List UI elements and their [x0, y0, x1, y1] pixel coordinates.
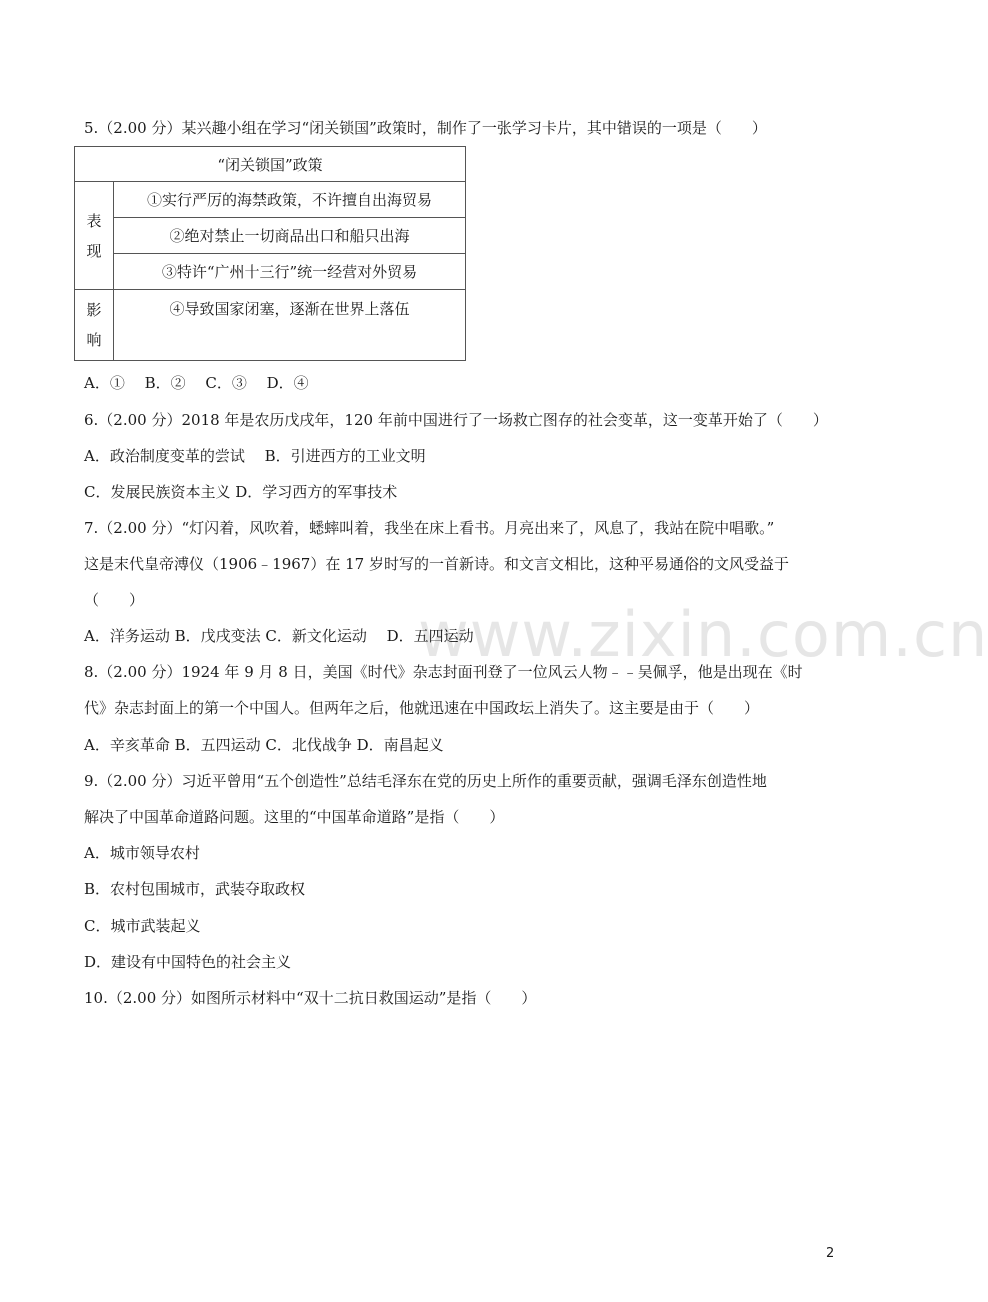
q5-table-row-2: ②绝对禁止一切商品出口和船只出海: [114, 218, 466, 254]
q8-stem-line-2: 代》杂志封面上的第一个中国人。但两年之后，他就迅速在中国政坛上消失了。这主要是由于（ ）: [84, 699, 760, 717]
q5-side-label-char: 表: [86, 211, 102, 230]
q9-option-a: A．城市领导农村: [84, 844, 200, 862]
q6-options-line-2: C．发展民族资本主义 D．学习西方的军事技术: [84, 483, 398, 501]
q5-side-label-char: 影: [86, 301, 102, 319]
q6-options-line-1: A．政治制度变革的尝试 B．引进西方的工业文明: [84, 447, 426, 465]
q9-stem-line-1: 9.（2.00 分）习近平曾用“五个创造性”总结毛泽东在党的历史上所作的重要贡献，强调毛泽东创造性地: [84, 772, 767, 790]
page-number: 2: [826, 1246, 835, 1261]
q10-stem: 10.（2.00 分）如图所示材料中“双十二抗日救国运动”是指（ ）: [84, 989, 537, 1007]
q5-study-card-table: [74, 146, 466, 361]
q7-stem-line-1: 7.（2.00 分）“灯闪着，风吹着，蟋蟀叫着，我坐在床上看书。月亮出来了，风息了，我站在院中唱歌。”: [84, 519, 775, 537]
watermark-text: www.zixin.com.cn: [418, 598, 988, 671]
q5-options: A．① B．② C．③ D．④: [84, 374, 309, 392]
q7-stem-line-3: （ ）: [84, 591, 145, 609]
q9-option-d: D．建设有中国特色的社会主义: [84, 953, 292, 971]
q7-stem-line-2: 这是末代皇帝溥仪（1906﹣1967）在 17 岁时写的一首新诗。和文言文相比，这种平易通俗的文风受益于: [84, 555, 789, 573]
q5-table-row-1: ①实行严厉的海禁政策，不许擅自出海贸易: [114, 182, 466, 218]
q7-options: A．洋务运动 B．戊戌变法 C．新文化运动 D．五四运动: [84, 627, 474, 645]
q5-side-label-manifestation: [75, 182, 114, 290]
q5-table-row-4: ④导致国家闭塞，逐渐在世界上落伍: [114, 290, 466, 361]
q6-stem: 6.（2.00 分）2018 年是农历戊戌年，120 年前中国进行了一场救亡图存的社会变革，这一变革开始了（ ）: [84, 411, 828, 429]
q5-side-label-impact: [75, 290, 114, 361]
q5-table-header: “闭关锁国”政策: [75, 147, 466, 182]
q5-table-row-3: ③特许“广州十三行”统一经营对外贸易: [114, 254, 466, 290]
q8-stem-line-1: 8.（2.00 分）1924 年 9 月 8 日，美国《时代》杂志封面刊登了一位风云人物﹣﹣吴佩孚，他是出现在《时: [84, 663, 803, 681]
q5-side-label-char: 现: [86, 241, 102, 260]
q8-options: A．辛亥革命 B．五四运动 C．北伐战争 D．南昌起义: [84, 736, 444, 754]
q9-option-c: C．城市武装起义: [84, 917, 201, 935]
q5-side-label-char: 响: [86, 331, 102, 349]
q5-stem: 5.（2.00 分）某兴趣小组在学习“闭关锁国”政策时，制作了一张学习卡片，其中错误的一项是（ ）: [84, 119, 767, 137]
q9-option-b: B．农村包围城市，武装夺取政权: [84, 880, 306, 898]
q9-stem-line-2: 解决了中国革命道路问题。这里的“中国革命道路”是指（ ）: [84, 808, 505, 826]
